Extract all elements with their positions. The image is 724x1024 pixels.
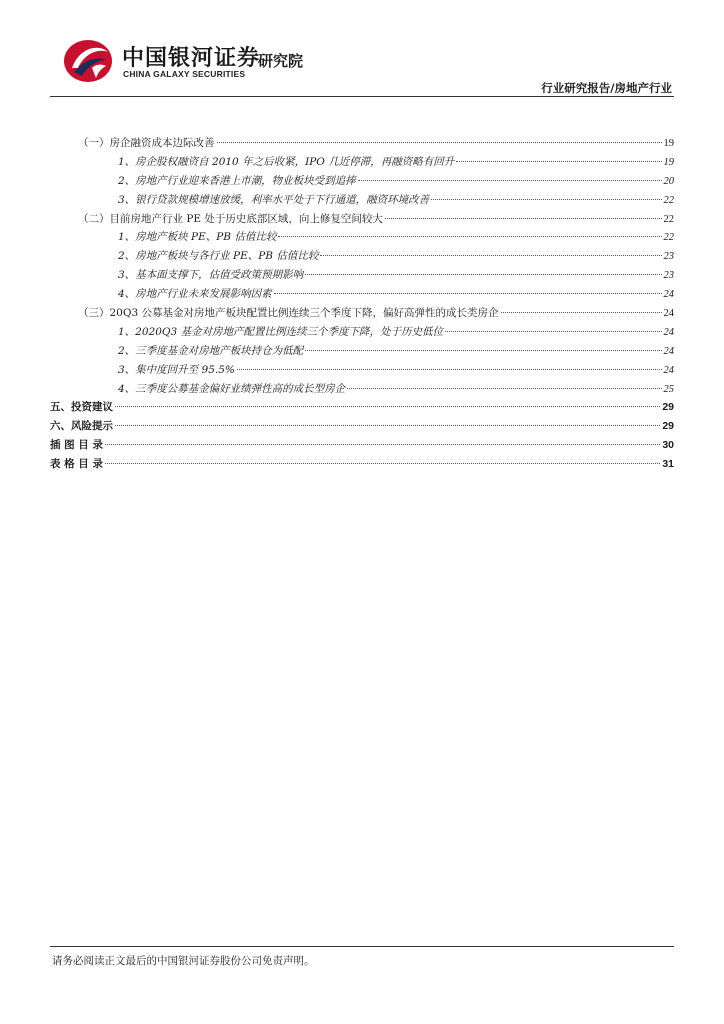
toc-entry-title: （二）目前房地产行业 PE 处于历史底部区域，向上修复空间较大 [78, 212, 383, 225]
toc-entry-page: 19 [663, 156, 674, 168]
toc-entry[interactable] [50, 362, 674, 381]
toc-entry[interactable] [50, 305, 674, 324]
toc-entry-page: 24 [663, 345, 674, 357]
toc-leader-dots [217, 142, 662, 143]
header-divider [50, 96, 674, 97]
footer-disclaimer: 请务必阅读正文最后的中国银河证券股份公司免责声明。 [52, 955, 315, 967]
toc-entry[interactable] [50, 381, 674, 400]
toc-entry-page: 29 [662, 420, 674, 433]
toc-entry-title: 五、投资建议 [50, 401, 113, 414]
toc-entry[interactable] [50, 418, 674, 437]
toc-entry-page: 31 [662, 458, 674, 471]
toc-leader-dots [274, 293, 662, 294]
toc-entry-page: 25 [663, 383, 674, 395]
toc-entry[interactable] [50, 343, 674, 362]
toc-entry-page: 19 [663, 138, 674, 149]
toc-entry-title: 表 格 目 录 [50, 458, 103, 471]
toc-entry[interactable] [50, 437, 674, 456]
toc-leader-dots [115, 425, 660, 426]
toc-leader-dots [278, 236, 661, 237]
toc-entry[interactable] [50, 154, 674, 173]
toc-entry-title: 2、三季度基金对房地产板块持仓为低配 [118, 344, 304, 357]
toc-entry-page: 22 [663, 194, 674, 206]
toc-leader-dots [385, 218, 662, 219]
toc-entry-title: 4、三季度公募基金偏好业绩弹性高的成长型房企 [118, 382, 346, 395]
toc-entry[interactable] [50, 173, 674, 192]
toc-entry[interactable] [50, 286, 674, 305]
toc-leader-dots [456, 161, 661, 162]
toc-entry[interactable] [50, 229, 674, 248]
toc-entry-page: 22 [663, 232, 674, 244]
toc-entry-title: 1、2020Q3 基金对房地产配置比例连续三个季度下降，处于历史低位 [118, 325, 444, 338]
toc-entry-page: 30 [662, 439, 674, 452]
toc-leader-dots [347, 388, 661, 389]
toc-entry-page: 29 [662, 401, 674, 414]
toc-leader-dots [501, 312, 662, 313]
toc-entry[interactable] [50, 456, 674, 475]
report-type-label: 行业研究报告/房地产行业 [541, 81, 672, 95]
brand-name-en: CHINA GALAXY SECURITIES [123, 69, 246, 79]
table-of-contents [50, 135, 674, 475]
toc-leader-dots [305, 350, 661, 351]
toc-entry-title: 1、房企股权融资自 2010 年之后收紧，IPO 几近停滞，再融资略有回升 [118, 155, 455, 168]
brand-name-cn: 中国银河证券 [122, 46, 261, 71]
toc-entry-title: 3、基本面支撑下，估值受政策预期影响 [118, 269, 304, 282]
toc-entry[interactable] [50, 267, 674, 286]
toc-leader-dots [105, 444, 660, 445]
toc-entry-title: （三）20Q3 公募基金对房地产板块配置比例连续三个季度下降，偏好高弹性的成长类房企 [78, 307, 499, 320]
toc-leader-dots [320, 255, 661, 256]
toc-entry-title: 1、房地产板块 PE、PB 估值比较 [118, 231, 277, 244]
toc-entry-title: 2、房地产行业迎来香港上市潮，物业板块受到追捧 [118, 174, 356, 187]
toc-entry-page: 23 [663, 251, 674, 263]
toc-entry[interactable] [50, 192, 674, 211]
toc-entry-title: （一）房企融资成本边际改善 [78, 137, 215, 149]
toc-entry[interactable] [50, 399, 674, 418]
toc-entry-page: 23 [663, 270, 674, 282]
institute-label: 研究院 [258, 52, 304, 70]
galaxy-logo-icon [62, 38, 114, 84]
footer-divider [50, 946, 674, 947]
toc-leader-dots [358, 180, 662, 181]
toc-leader-dots [305, 274, 661, 275]
toc-entry-title: 六、风险提示 [50, 420, 113, 433]
toc-entry-title: 3、集中度回升至 95.5% [118, 363, 235, 376]
toc-entry[interactable] [50, 248, 674, 267]
toc-entry-page: 24 [663, 326, 674, 338]
toc-leader-dots [115, 406, 660, 407]
toc-entry[interactable] [50, 324, 674, 343]
toc-entry[interactable] [50, 211, 674, 230]
toc-entry-page: 24 [663, 308, 674, 320]
toc-entry-title: 3、银行贷款规模增速放缓，利率水平处于下行通道，融资环境改善 [118, 193, 430, 206]
toc-leader-dots [237, 369, 662, 370]
toc-leader-dots [105, 463, 660, 464]
toc-entry-page: 20 [663, 175, 674, 187]
toc-entry-page: 24 [663, 364, 674, 376]
toc-entry-title: 插 图 目 录 [50, 439, 103, 452]
page-header [0, 0, 724, 100]
toc-leader-dots [445, 331, 661, 332]
toc-entry-title: 4、房地产行业未来发展影响因素 [118, 288, 272, 301]
toc-entry-page: 22 [663, 213, 674, 225]
toc-entry-title: 2、房地产板块与各行业 PE、PB 估值比较 [118, 250, 319, 263]
toc-leader-dots [431, 199, 661, 200]
toc-entry-page: 24 [663, 289, 674, 301]
toc-entry[interactable] [50, 135, 674, 154]
